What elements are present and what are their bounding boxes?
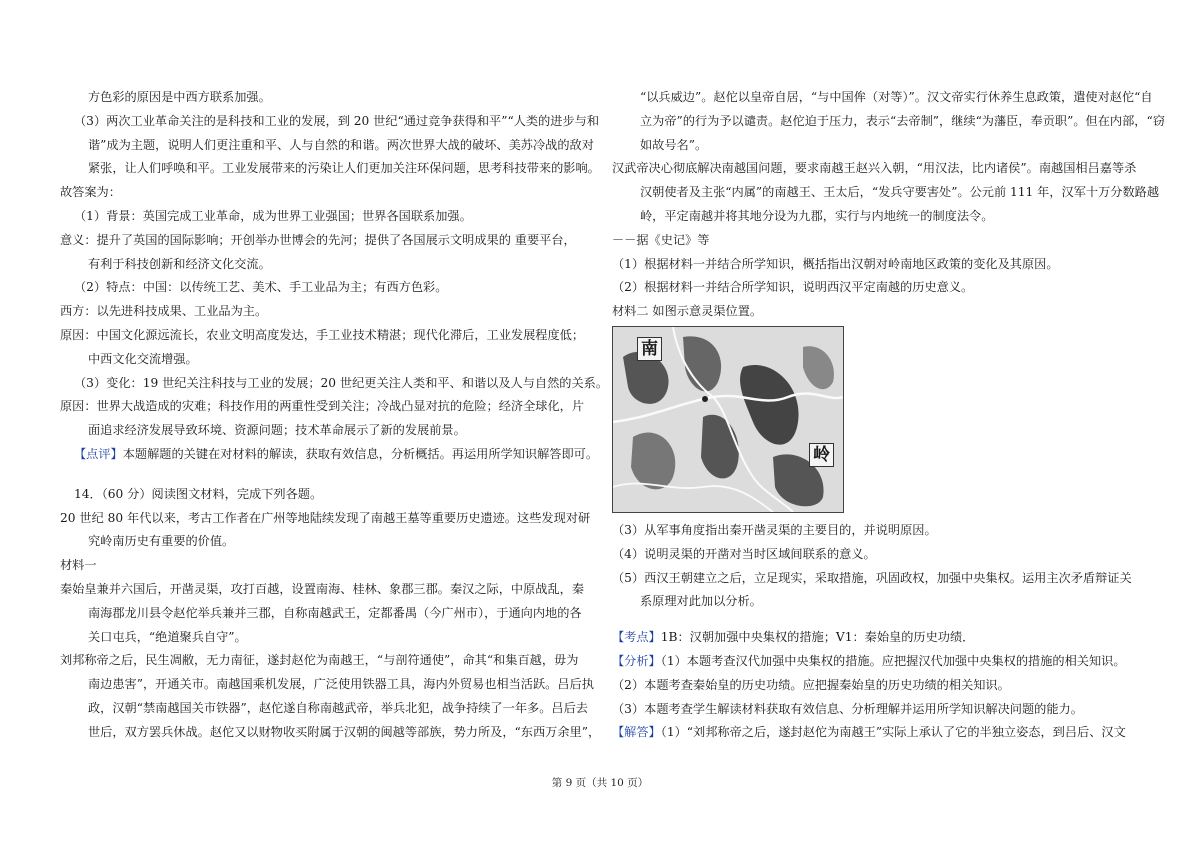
text-line: 秦始皇兼并六国后，开凿灵渠，攻打百越，设置南海、桂林、象郡三郡。秦汉之际，中原战乱，秦 [60,581,585,596]
kaodian-text: 1B：汉朝加强中央集权的措施；V1：秦始皇的历史功绩． [660,630,975,645]
lingqu-map [612,326,844,513]
map-label-ling: 岭 [809,443,834,467]
text-line: 世后，双方罢兵休战。赵佗又以财物收买附属于汉朝的闽越等部族，势力所及，“东西万余里”， [88,724,601,739]
text-line: 系原理对此加以分析。 [640,594,762,609]
comment-line [60,443,599,467]
kaodian-line [612,626,1142,650]
text-line: 南边患害”，开通关市。南越国乘机发展，广泛使用铁器工具，海内外贸易也相当活跃。吕后执 [88,677,594,692]
jieda-tag: 【解答】 [612,725,661,740]
right-column [612,86,1165,745]
text-line: 有利于科技创新和经济文化交流。 [88,256,271,271]
text-line: （3）本题考查学生解读材料获取有效信息、分析理解并运用所学知识解决问题的能力。 [612,701,1083,716]
text-line: 紧张，让人们呼唤和平。工业发展带来的污染让人们更加关注环保问题，思考科技带来的影响。 [88,161,600,176]
text-line: 关口屯兵，“绝道聚兵自守”。 [88,629,247,644]
text-line: 原因：世界大战造成的灾难；科技作用的两重性受到关注；冷战凸显对抗的危险；经济全球化，片 [60,399,585,414]
text-line: 谐”成为主题，说明人们更注重和平、人与自然的和谐。两次世界大战的破坏、美苏冷战的敌对 [88,137,594,152]
material-heading: 材料一 [60,558,97,573]
jieda-line [612,721,1142,745]
comment-text: 本题解题的关键在对材料的解读，获取有效信息，分析概括。再运用所学知识解答即可。 [122,446,599,461]
text-line: 汉武帝决心彻底解决南越国问题，要求南越王赵兴入朝，“用汉法，比内诸侯”。南越国相吕嘉等杀 [612,161,1137,176]
text-line: 政，汉朝“禁南越国关市铁器”，赵佗遂自称南越武帝，举兵北犯，战争持续了一年多。吕后去 [88,700,588,715]
text-line: 刘邦称帝之后，民生凋敝，无力南征，遂封赵佗为南越王，“与剖符通使”，命其“和集百越，毋为 [60,653,579,668]
text-line: 原因：中国文化源远流长，农业文明高度发达，手工业技术精湛；现代化滞后，工业发展程度低； [60,327,585,342]
text-line: （4）说明灵渠的开凿对当时区域间联系的意义。 [612,546,876,561]
text-line: 20 世纪 80 年代以来，考古工作者在广州等地陆续发现了南越王墓等重要历史遗迹。这些发现对研 [60,510,591,525]
text-line: 南海郡龙川县令赵佗举兵兼并三郡，自称南越武王，定都番禺（今广州市），于通向内地的各 [88,605,582,620]
fenxi-text: （1）本题考查汉代加强中央集权的措施。应把握汉代加强中央集权的措施的相关知识。 [660,653,1126,668]
text-line: 汉朝使者及主张“内属”的南越王、王太后，“发兵守要害处”。公元前 111 年，汉军十万分数路越 [640,185,1160,200]
text-line: （2）根据材料一并结合所学知识，说明西汉平定南越的历史意义。 [612,280,974,295]
lingqu-marker [702,396,708,402]
text-line: （1）根据材料一并结合所学知识，概括指出汉朝对岭南地区政策的变化及其原因。 [612,256,1059,271]
page-footer: 第 9 页（共 10 页） [551,777,649,789]
jieda-text: （1）“刘邦称帝之后，遂封赵佗为南越王”实际上承认了它的半独立姿态，到吕后、汉文 [660,725,1126,740]
spacer [612,614,1142,626]
fenxi-line [612,650,1142,674]
material-heading: 材料二 如图示意灵渠位置。 [612,304,763,319]
text-line: 岭，平定南越并将其地分设为九郡，实行与内地统一的制度法令。 [640,208,994,223]
kaodian-tag: 【考点】 [612,630,661,645]
text-line: （1）背景：英国完成工业革命，成为世界工业强国；世界各国联系加强。 [74,208,472,223]
text-line: （2）特点：中国：以传统工艺、美术、手工业品为主；有西方色彩。 [74,280,448,295]
source-line: －－据《史记》等 [612,232,710,247]
spacer [60,467,590,483]
text-line: 方色彩的原因是中西方联系加强。 [88,90,271,104]
text-line: （3）两次工业革命关注的是科技和工业的发展，到 20 世纪“通过竞争获得和平”“人类的进步与和 [74,113,600,128]
text-line: 如故号名”。 [640,137,708,152]
text-line: 西方：以先进科技成果、工业品为主。 [60,304,268,319]
left-column [60,86,609,745]
comment-tag: 【点评】 [74,446,123,461]
text-line: 立为帝”的行为予以谴责。赵佗迫于压力，表示“去帝制”，继续“为藩臣，奉贡职”。但在内部，“窃 [640,113,1165,128]
text-line: （3）变化：19 世纪关注科技与工业的发展；20 世纪更关注人类和平、和谐以及人与自然的关系。 [74,375,609,390]
text-line: （3）从军事角度指出秦开凿灵渠的主要目的，并说明原因。 [612,522,937,537]
map-label-nan: 南 [637,337,662,361]
text-line: 面追求经济发展导致环境、资源问题；技术革命展示了新的发展前景。 [88,423,466,438]
text-line: 中西文化交流增强。 [88,351,198,366]
text-line: （2）本题考查秦始皇的历史功绩。应把握秦始皇的历史功绩的相关知识。 [612,677,1010,692]
text-line: 意义：提升了英国的国际影响；开创举办世博会的先河；提供了各国展示文明成果的 重要平台， [60,232,576,247]
question-title: 14．（60 分）阅读图文材料，完成下列各题。 [74,486,323,501]
fenxi-tag: 【分析】 [612,653,661,668]
text-line: （5）西汉王朝建立之后，立足现实，采取措施，巩固政权，加强中央集权。运用主次矛盾辩证关 [612,570,1132,585]
text-line: “以兵威边”。赵佗以皇帝自居，“与中国侔（对等）”。汉文帝实行休养生息政策，遣使对赵佗“自 [640,90,1153,104]
text-line: 故答案为： [60,185,121,200]
text-line: 究岭南历史有重要的价值。 [88,534,235,549]
